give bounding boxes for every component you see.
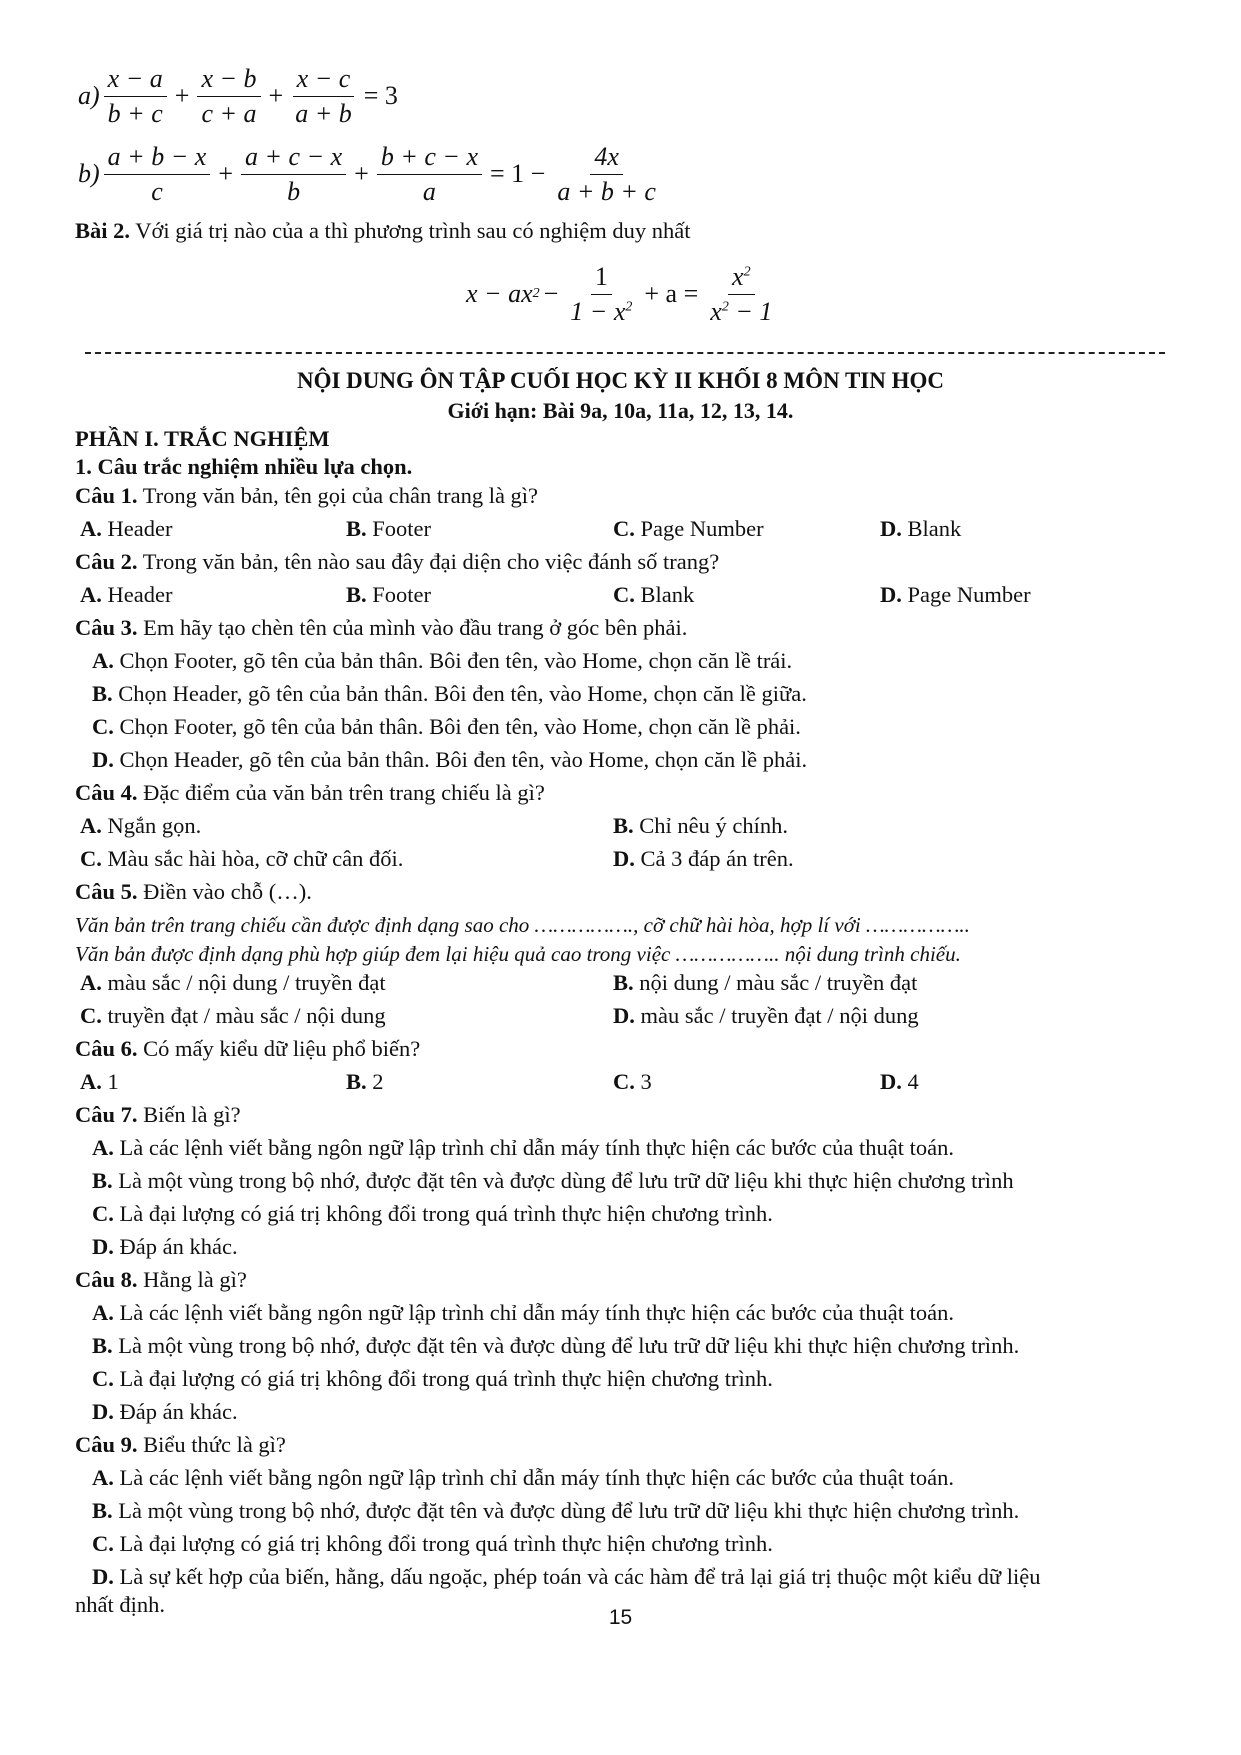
equation-bai2: x − ax 2 − $\frac{1}{1 - x^2}$ + a = $\frac{x^2}{x^2 - 1}$ [466, 254, 780, 334]
option: D. Là sự kết hợp của biến, hằng, dấu ngoặc, phép toán và các hàm để trả lại giá trị thuộc một kiểu dữ liệu [92, 1564, 1041, 1589]
option: A. Là các lệnh viết bằng ngôn ngữ lập trình chỉ dẫn máy tính thực hiện các bước của thuật toán. [92, 1135, 954, 1160]
option: B. Footer [346, 582, 432, 607]
section-heading: 1. Câu trắc nghiệm nhiều lựa chọn. [75, 454, 413, 479]
question-5: Câu 5. Điền vào chỗ (…). [75, 879, 312, 904]
page-title: NỘI DUNG ÔN TẬP CUỐI HỌC KỲ II KHỐI 8 MÔN TIN HỌC [296, 368, 945, 393]
option: C. Blank [613, 582, 695, 607]
section-divider [85, 352, 1165, 354]
option: B. Là một vùng trong bộ nhớ, được đặt tên và được dùng để lưu trữ dữ liệu khi thực hiện chương trình [92, 1168, 1014, 1193]
question-7: Câu 7. Biến là gì? [75, 1102, 241, 1127]
fraction: $\frac{1}{1 - x^2}$ [570, 261, 633, 326]
part-heading: PHẦN I. TRẮC NGHIỆM [75, 426, 330, 451]
fraction: $\frac{x^2}{x^2 - 1}$ [710, 261, 773, 326]
exercise-2: Bài 2. Với giá trị nào của a thì phương trình sau có nghiệm duy nhất [75, 218, 691, 243]
option: B. Là một vùng trong bộ nhớ, được đặt tên và được dùng để lưu trữ dữ liệu khi thực hiện chương trình. [92, 1333, 1020, 1358]
option: A. Là các lệnh viết bằng ngôn ngữ lập trình chỉ dẫn máy tính thực hiện các bước của thuật toán. [92, 1300, 954, 1325]
option: D. Chọn Header, gõ tên của bản thân. Bôi đen tên, vào Home, chọn căn lề phải. [92, 747, 808, 772]
option: C. Là đại lượng có giá trị không đổi trong quá trình thực hiện chương trình. [92, 1531, 773, 1556]
fraction: $\frac{a + b - x}{c}$ [104, 142, 211, 207]
option: B. Chọn Header, gõ tên của bản thân. Bôi đen tên, vào Home, chọn căn lề giữa. [92, 681, 807, 706]
fraction: $\frac{x - b}{c + a}$ [197, 64, 260, 129]
fill-in-text: Văn bản được định dạng phù hợp giúp đem lại hiệu quả cao trong việc …………….. nội dung trình chiếu. [75, 942, 961, 966]
option: B. nội dung / màu sắc / truyền đạt [613, 970, 918, 995]
equation-b: b) $\frac{a + b - x}{c}$ + $\frac{a + c - x}{b}$ + $\frac{b + c - x}{a}$ = 1 − $\frac{4x}{a + b + c}$ [78, 138, 664, 210]
equation-label: a) [78, 81, 100, 110]
option: C. Là đại lượng có giá trị không đổi trong quá trình thực hiện chương trình. [92, 1366, 773, 1391]
equation-a: a) $\frac{x - a}{b + c}$ + $\frac{x - b}{c + a}$ + $\frac{x - c}{a + b}$ = 3 [78, 63, 398, 128]
equation-rhs: = 1 − [490, 159, 546, 188]
fraction: $\frac{x - a}{b + c}$ [104, 64, 167, 129]
fill-in-text: Văn bản trên trang chiếu cần được định dạng sao cho ……………., cỡ chữ hài hòa, hợp lí với …………….. [75, 913, 970, 937]
page-number: 15 [608, 1606, 633, 1629]
option: D. Đáp án khác. [92, 1399, 238, 1424]
fraction: $\frac{x - c}{a + b}$ [291, 64, 356, 129]
question-1: Câu 1. Trong văn bản, tên gọi của chân trang là gì? [75, 483, 539, 508]
question-6: Câu 6. Có mấy kiểu dữ liệu phổ biến? [75, 1036, 421, 1061]
equation-rhs: = 3 [363, 81, 398, 110]
question-8: Câu 8. Hằng là gì? [75, 1267, 247, 1292]
option: A. Là các lệnh viết bằng ngôn ngữ lập trình chỉ dẫn máy tính thực hiện các bước của thuật toán. [92, 1465, 954, 1490]
page-subtitle: Giới hạn: Bài 9a, 10a, 11a, 12, 13, 14. [447, 398, 794, 423]
option: C. truyền đạt / màu sắc / nội dung [80, 1003, 386, 1028]
option: B. Footer [346, 516, 432, 541]
option: A. Header [80, 516, 173, 541]
option: A. Ngắn gọn. [80, 813, 202, 838]
option: D. Page Number [880, 582, 1031, 607]
fraction: $\frac{b + c - x}{a}$ [377, 142, 482, 207]
option-continuation: nhất định. [75, 1592, 165, 1617]
option: C. Page Number [613, 516, 764, 541]
option: D. Cả 3 đáp án trên. [613, 846, 794, 871]
option: D. màu sắc / truyền đạt / nội dung [613, 1003, 919, 1028]
question-3: Câu 3. Em hãy tạo chèn tên của mình vào đầu trang ở góc bên phải. [75, 615, 688, 640]
equation-label: b) [78, 159, 100, 188]
option: B. Là một vùng trong bộ nhớ, được đặt tên và được dùng để lưu trữ dữ liệu khi thực hiện chương trình. [92, 1498, 1020, 1523]
question-4: Câu 4. Đặc điểm của văn bản trên trang chiếu là gì? [75, 780, 545, 805]
option: C. 3 [613, 1069, 652, 1094]
option: D. 4 [880, 1069, 919, 1094]
question-2: Câu 2. Trong văn bản, tên nào sau đây đại diện cho việc đánh số trang? [75, 549, 720, 574]
option: C. Màu sắc hài hòa, cỡ chữ cân đối. [80, 846, 404, 871]
option: B. 2 [346, 1069, 384, 1094]
option: A. Chọn Footer, gõ tên của bản thân. Bôi đen tên, vào Home, chọn căn lề trái. [92, 648, 793, 673]
fraction: $\frac{4x}{a + b + c}$ [557, 141, 656, 206]
option: A. Header [80, 582, 173, 607]
option: B. Chỉ nêu ý chính. [613, 813, 788, 838]
option: A. màu sắc / nội dung / truyền đạt [80, 970, 386, 995]
option: A. 1 [80, 1069, 119, 1094]
option: D. Đáp án khác. [92, 1234, 238, 1259]
option: D. Blank [880, 516, 962, 541]
question-9: Câu 9. Biểu thức là gì? [75, 1432, 286, 1457]
option: C. Là đại lượng có giá trị không đổi trong quá trình thực hiện chương trình. [92, 1201, 773, 1226]
option: C. Chọn Footer, gõ tên của bản thân. Bôi đen tên, vào Home, chọn căn lề phải. [92, 714, 801, 739]
fraction: $\frac{a + c - x}{b}$ [241, 142, 346, 207]
